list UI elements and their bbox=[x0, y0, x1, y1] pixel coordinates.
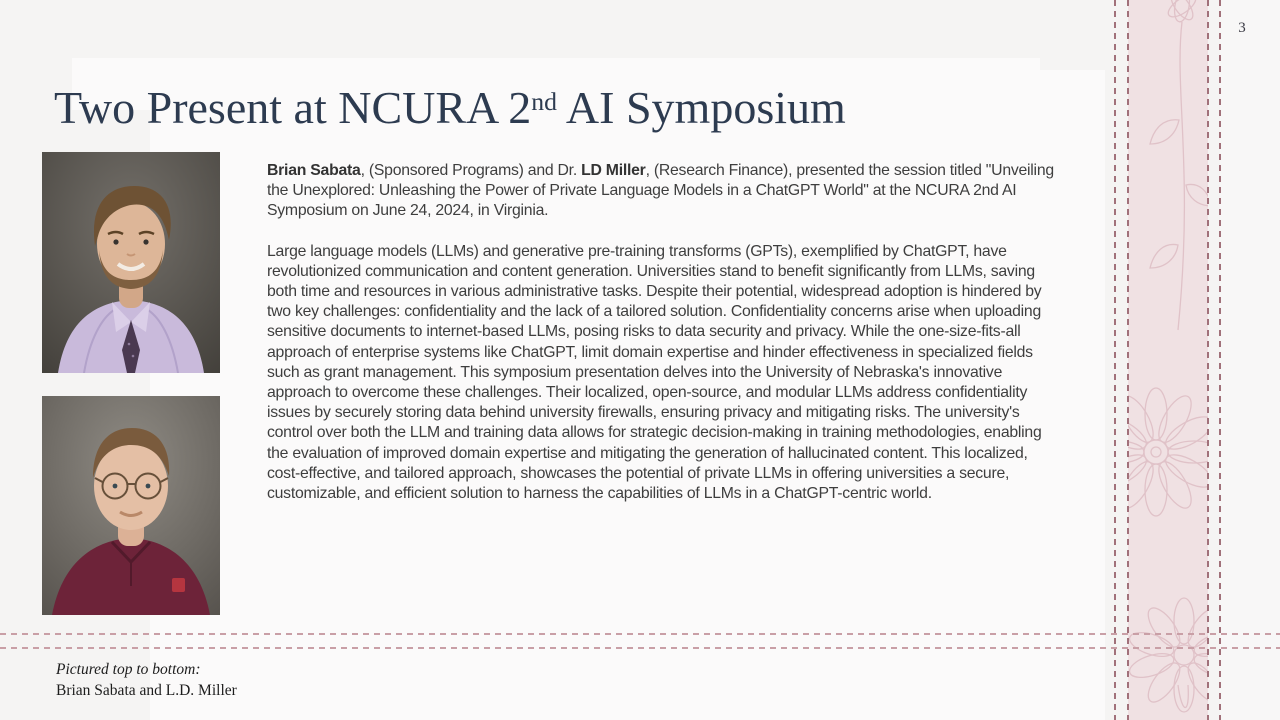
vertical-dashed-line-outer-right bbox=[1219, 0, 1221, 720]
horizontal-dashed-line-bottom bbox=[0, 647, 1280, 649]
page-number: 3 bbox=[1238, 20, 1246, 36]
name-ld-miller: LD Miller bbox=[581, 162, 646, 179]
body-text-block bbox=[267, 161, 1055, 524]
slide-title-prefix: Two Present at NCURA 2 bbox=[54, 81, 532, 133]
photo-caption bbox=[56, 659, 237, 701]
vertical-dashed-line-inner-left bbox=[1127, 0, 1129, 720]
portrait-photo-brian-sabata bbox=[42, 152, 220, 373]
vertical-dashed-line-outer-left bbox=[1114, 0, 1116, 720]
floral-decoration-band bbox=[1128, 0, 1208, 720]
slide-title bbox=[54, 81, 1064, 134]
slide-title-suffix: AI Symposium bbox=[556, 81, 846, 133]
caption-names: Brian Sabata and L.D. Miller bbox=[56, 682, 237, 699]
body-paragraph-1 bbox=[267, 161, 1055, 222]
right-margin-panel bbox=[1220, 0, 1280, 720]
name-brian-sabata: Brian Sabata bbox=[267, 162, 361, 179]
body-paragraph-2: Large language models (LLMs) and generative pre-training transforms (GPTs), exemplified by ChatGPT, have revolutionized communication and content generation. Universities stand to benefit significantly from LLMs, saving both time and resources in various administrative tasks. Despite their potential, widespread adoption is hindered by two key challenges: confidentiality and the lack of a tailored solution. Confidentiality concerns arise when uploading sensitive documents to internet-based LLMs, posing risks to data security and privacy. While the one-size-fits-all approach of enterprise systems like ChatGPT, limit domain expertise and hinder effectiveness in specialized fields such as grant management. This symposium presentation delves into the University of Nebraska's innovative approach to overcome these challenges. Their localized, open-source, and modular LLMs address confidentiality issues by securely storing data behind university firewalls, ensuring privacy and mitigating risks. The university's control over both the LLM and training data allows for strategic decision-making in training methodologies, enabling the evaluation of improved domain expertise and mitigating the generation of hallucinated content. This localized, cost-effective, and tailored approach, showcases the potential of private LLMs in offering universities a secure, customizable, and efficient solution to harness the capabilities of LLMs in a ChatGPT-centric world. bbox=[267, 242, 1042, 503]
slide-title-ordinal-superscript: nd bbox=[531, 86, 557, 116]
caption-heading: Pictured top to bottom: bbox=[56, 661, 201, 678]
vertical-dashed-line-inner-right bbox=[1207, 0, 1209, 720]
brian-sabata-headshot-illustration bbox=[42, 152, 220, 373]
ld-miller-headshot-illustration bbox=[42, 396, 220, 615]
paragraph-1-segment-2: , (Research Finance), presented the session titled "Unveiling the Unexplored: Unleashing the Power of Private Language Models in a ChatGPT World" at the NCURA 2nd AI Symposium on June 24, 2024, in Virginia. bbox=[267, 162, 1054, 220]
paragraph-1-segment-1: , (Sponsored Programs) and Dr. bbox=[360, 162, 582, 179]
horizontal-dashed-line-top bbox=[0, 633, 1280, 635]
portrait-photo-ld-miller bbox=[42, 396, 220, 615]
floral-pattern-illustration bbox=[1128, 0, 1208, 720]
